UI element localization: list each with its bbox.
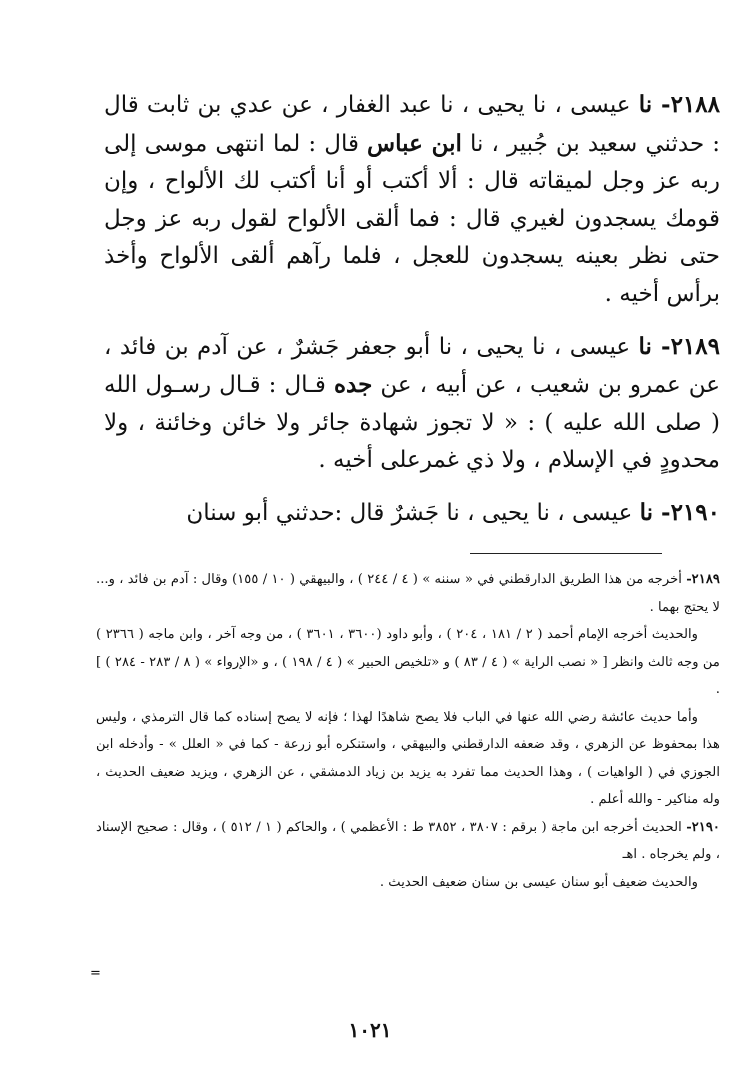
footnote-paragraph: والحديث ضعيف أبو سنان عيسى بن سنان ضعيف الحديث .: [379, 874, 698, 890]
footnote-2190: [96, 814, 720, 869]
main-text: [104, 86, 720, 547]
hadith-text: قـال : قـال رسـول الله ( صلى الله عليه ) : « لا تجوز شهادة جائر ولا خائن وخائنة ، ولا محدودٍ في الإسلام ، ولا ذي غمرعلى أخيه .: [104, 372, 720, 474]
footnote-number: ٢١٩٠-: [686, 819, 721, 835]
footnote-2189: [96, 566, 720, 621]
continuation-marker: =: [90, 966, 101, 981]
hadith-number: ٢١٨٨- نا: [638, 91, 720, 118]
hadith-2190: [104, 494, 720, 533]
hadith-text: عيسى ، نا يحيى ، نا جَشرٌ قال :حدثني أبو سنان: [186, 499, 640, 526]
footnote-number: ٢١٨٩-: [686, 572, 721, 587]
footnote-text: أخرجه من هذا الطريق الدارقطني في « سننه » ( ٤ / ٢٤٤ ) ، والبيهقي ( ١٠ / ١٥٥) وقال : آدم بن فائد ، و... لا يحتج بهما .: [96, 572, 720, 615]
hadith-2189: [104, 328, 720, 480]
footnote-paragraph: وأما حديث عائشة رضي الله عنها في الباب فلا يصح شاهدًا لهذا ؛ فإنه لا يصح إسناده كما قال الترمذي ، وليس هذا بمحفوظ عن الزهري ، وقد ضعفه الدارقطني والبيهقي ، واستنكره أبو زرعة - كما في « العلل » - وأدخله ابن الجوزي في ( الواهيات ) ، وهذا الحديث مما تفرد به يزيد بن زياد الدمشقي ، عن الزهري ، ويزيد ضعيف الحديث ، وله مناكير - والله أعلم .: [96, 709, 720, 807]
narrator-name: ابن عباس: [367, 129, 462, 157]
hadith-number: ٢١٨٩- نا: [638, 332, 720, 360]
page-number: ١٠٢١: [348, 1018, 392, 1042]
hadith-number: ٢١٩٠- نا: [639, 498, 720, 526]
narrator-name: جده: [333, 371, 373, 399]
hadith-text: عيسى ، نا يحيى ، نا أبو جعفر جَشرٌ ، عن آدم بن فائد ، عن عمرو بن شعيب ، عن أبيه ، عن: [104, 333, 720, 399]
hadith-text: قال : لما انتهى موسى إلى ربه عز وجل لميقاته قال : ألا أكتب أو أنا أكتب لك الألواح ، وإن قومك يسجدون لغيري قال : فما ألقى الألواح لقول ربه عز وجل حتى نظر بعينه يسجدون للعجل ، فلما رآهم ألقى الألواح وأخذ برأس أخيه .: [104, 130, 720, 307]
hadith-2188: [104, 86, 720, 314]
footnote-paragraph: والحديث أخرجه الإمام أحمد ( ٢ / ١٨١ ، ٢٠٤ ) ، وأبو داود (٣٦٠٠ ، ٣٦٠١ ) ، من وجه آخر ، وابن ماجه ( ٢٣٦٦ ) من وجه ثالث وانظر [ « نصب الراية » ( ٤ / ٨٣ ) و «تلخيص الحبير » ( ٤ / ١٩٨ ) ، و «الإرواء » ( ٨ / ٢٨٣ - ٢٨٤ ) ] .: [96, 627, 720, 697]
footnote-divider: [470, 553, 662, 554]
footnotes: [96, 566, 720, 896]
hadith-text: عيسى ، نا يحيى ، نا عبد الغفار ، عن عدي بن ثابت قال : حدثني سعيد بن جُبير ، نا: [104, 92, 720, 157]
footnote-text: الحديث أخرجه ابن ماجة ( برقم : ٣٨٠٧ ، ٣٨٥٢ ط : الأعظمي ) ، والحاكم ( ١ / ٥١٢ ) ، وقال : صحيح الإسناد ، ولم يخرجاه . اهـ: [96, 819, 720, 862]
